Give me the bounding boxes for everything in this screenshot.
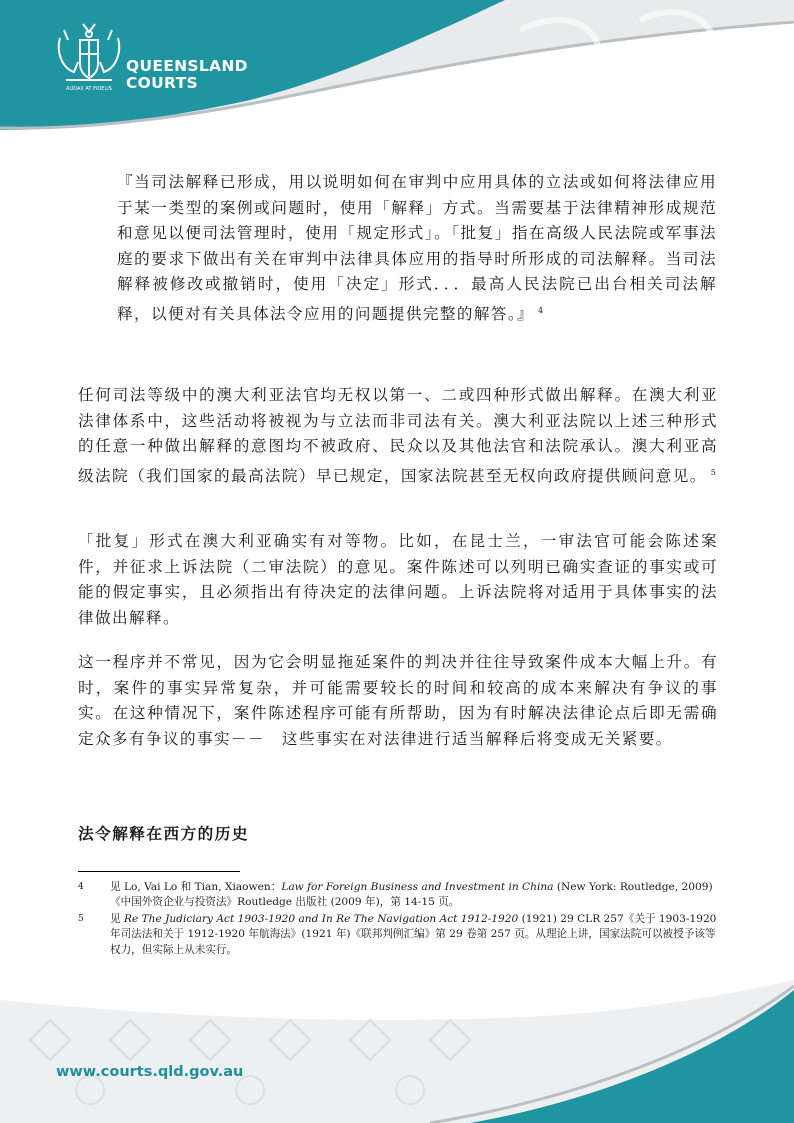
queensland-coat-of-arms-logo (52, 18, 126, 96)
footnote-text (110, 912, 718, 958)
footnote-text (110, 880, 718, 911)
footnote-number: 4 (78, 882, 84, 892)
quote-text: 『当司法解释已形成，用以说明如何在审判中应用具体的立法或如何将法律应用于某一类型的案例或问题时，使用「解释」方式。当需要基于法律精神形成规范和意见以便司法管理时，使用「规定形式」。「批复」指在高级人民法院或军事法庭的要求下做出有关在审判中法律具体应用的指导时所形成的司法解释。当司法解释被修改或撤销时，使用「决定」形式．．．最高人民法院已出台相关司法解释，以便对有关具体法令应用的问题提供完整的解答。』 (117, 173, 717, 323)
paragraph-3 (78, 650, 718, 752)
footnote-text-post: (1921) 29 CLR 257《关于 1903-1920 年司法法和关于 1912-1920 年航海法》(1921 年)《联邦判例汇编》第 29 卷第 257 页。从理论上讲，国家法院可以被授予该等权力，但实际上从未实行。 (110, 912, 717, 956)
footnote-number: 5 (78, 913, 84, 924)
footnote-text-pre: 见 Lo, Vai Lo 和 Tian, Xiaowen： (110, 881, 282, 893)
block-quote (117, 170, 717, 328)
brand-line-1: QUEENSLAND (126, 57, 248, 75)
brand-name (126, 58, 248, 92)
footnote-5 (78, 912, 718, 958)
footnote-text-post: (New York: Routledge, 2009)《中国外资企业与投资法》Routledge 出版社 (2009 年)，第 14-15 页。 (110, 881, 713, 909)
section-heading: 法令解释在西方的历史 (78, 824, 249, 843)
paragraph-2-text: 「批复」形式在澳大利亚确实有对等物。比如，在昆士兰，一审法官可能会陈述案件，并征求上诉法院（二审法院）的意见。案件陈述可以列明已确实查证的事实或可能的假定事实，且必须指出有待决定的法律问题。上诉法院将对适用于具体事实的法律做出解释。 (78, 532, 718, 627)
footnote-4 (78, 880, 718, 911)
brand-line-2: COURTS (126, 74, 198, 92)
footnote-ref-5[interactable]: 5 (710, 467, 716, 477)
footnote-divider (78, 871, 240, 872)
paragraph-1 (78, 383, 718, 489)
footer-banner (0, 980, 794, 1123)
footnotes (78, 880, 718, 959)
footnote-text-title: Law for Foreign Business and Investment in China (281, 881, 554, 893)
paragraph-1-text: 任何司法等级中的澳大利亚法官均无权以第一、二或四种形式做出解释。在澳大利亚法律体系中，这些活动将被视为与立法而非司法有关。澳大利亚法院以上述三种形式的任意一种做出解释的意图均不被政府、民众以及其他法官和法院承认。澳大利亚高级法院（我们国家的最高法院）早已规定，国家法院甚至无权向政府提供顾问意见。 (78, 386, 718, 485)
footnote-ref-4[interactable]: 4 (538, 305, 544, 315)
paragraph-2 (78, 529, 718, 631)
footnote-text-pre: 见 (110, 912, 124, 925)
paragraph-3-text: 这一程序并不常见，因为它会明显拖延案件的判决并往往导致案件成本大幅上升。有时，案件的事实异常复杂，并可能需要较长的时间和较高的成本来解决有争议的事实。在这种情况下，案件陈述程序可能有所帮助，因为有时解决法律论点后即无需确定众多有争议的事实－－ 这些事实在对法律进行适当解释后将变成无关紧要。 (78, 653, 718, 748)
footnote-text-title: Re The Judiciary Act 1903-1920 and In Re The Navigation Act 1912-1920 (123, 912, 519, 925)
logo-motto: AUDAX AT FIDELIS (66, 86, 112, 92)
website-link[interactable]: www.courts.qld.gov.au (56, 1064, 244, 1080)
